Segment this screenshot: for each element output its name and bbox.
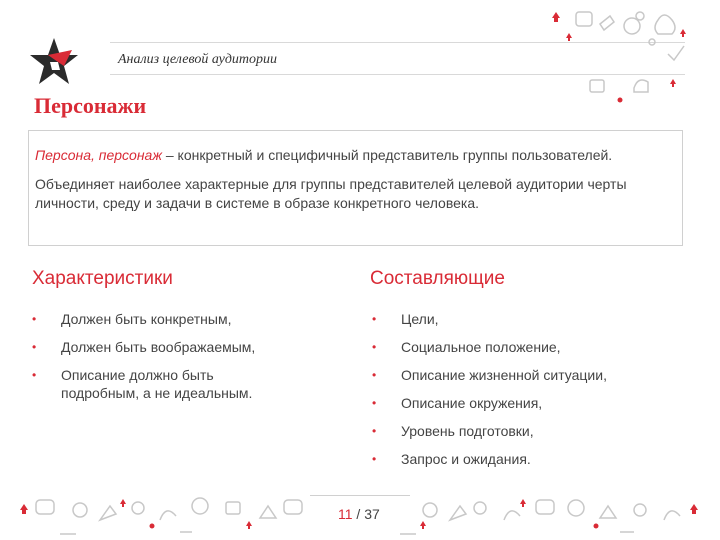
- list-item: • Социальное положение,: [372, 339, 561, 355]
- bullet-icon: •: [32, 340, 37, 354]
- list-item: • Запрос и ожидания.: [372, 451, 531, 467]
- list-item: • Описание жизненной ситуации,: [372, 367, 607, 383]
- bullet-icon: •: [372, 340, 377, 354]
- decorative-doodle-icons: [540, 6, 720, 106]
- footer-divider: [310, 495, 410, 496]
- bullet-icon: •: [372, 312, 377, 326]
- page-number: [338, 506, 380, 522]
- bullet-icon: •: [372, 396, 377, 410]
- header-title: Анализ целевой аудитории: [118, 52, 278, 67]
- list-item: • Должен быть конкретным,: [32, 311, 232, 327]
- list-item: • Описание должно быть подробным, а не идеальным.: [32, 367, 253, 401]
- definition-text: – конкретный и специфичный представитель группы пользователей.: [161, 147, 613, 163]
- characteristics-list: [28, 310, 338, 412]
- bullet-icon: •: [32, 312, 37, 326]
- characteristics-heading: Характеристики: [32, 268, 173, 289]
- list-item: • Цели,: [372, 311, 439, 327]
- page-total: 37: [364, 506, 380, 522]
- bullet-icon: •: [372, 452, 377, 466]
- definition-paragraph-2: Объединяет наиболее характерные для группы представителей целевой аудитории черты личности, среду и задачи в системе в образе конкретного человека.: [35, 176, 627, 211]
- list-item: • Уровень подготовки,: [372, 423, 534, 439]
- page-current: 11: [338, 506, 353, 522]
- components-list: [368, 310, 688, 478]
- definition-box: [28, 130, 683, 246]
- bullet-icon: •: [32, 368, 37, 382]
- list-item: • Должен быть воображаемым,: [32, 339, 256, 355]
- star-logo-icon: [28, 36, 80, 88]
- page-title: Персонажи: [34, 93, 147, 118]
- list-item: • Описание окружения,: [372, 395, 543, 411]
- definition-paragraph: [35, 146, 676, 165]
- bullet-icon: •: [372, 424, 377, 438]
- page-separator: /: [352, 506, 365, 522]
- bullet-icon: •: [372, 368, 377, 382]
- definition-term: Персона, персонаж: [35, 147, 162, 163]
- components-heading: Составляющие: [370, 268, 505, 289]
